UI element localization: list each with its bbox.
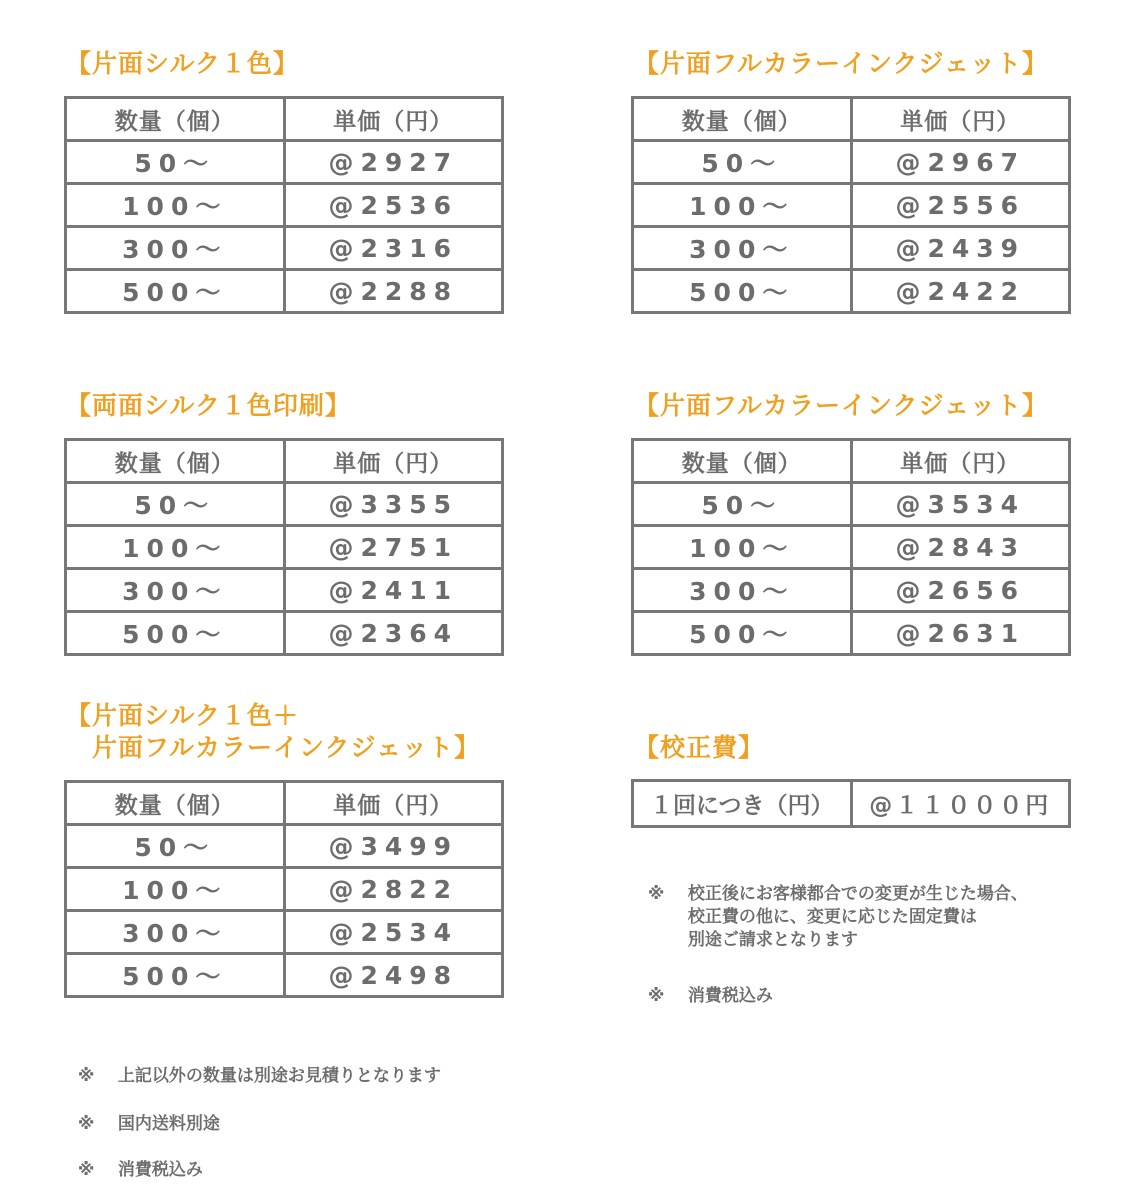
quantity-cell: 300〜 <box>66 569 285 612</box>
quantity-cell: 500〜 <box>633 612 852 655</box>
quantity-cell: 50〜 <box>66 825 285 868</box>
price-cell: @2288 <box>284 270 503 313</box>
quantity-cell: 100〜 <box>66 868 285 911</box>
table-title-single-fullcolor-2: 【片面フルカラーインクジェット】 <box>634 391 1049 420</box>
price-cell: @2967 <box>851 141 1070 184</box>
quantity-cell: 500〜 <box>66 954 285 997</box>
proof-fee-price: @１１０００円 <box>851 781 1070 827</box>
column-header-unit-price: 単価（円） <box>284 98 503 141</box>
price-cell: @2656 <box>851 569 1070 612</box>
price-cell: @3534 <box>851 483 1070 526</box>
proof-fee-table <box>631 779 1071 828</box>
quantity-cell: 50〜 <box>66 483 285 526</box>
price-cell: @2927 <box>284 141 503 184</box>
proof-fee-title: 【校正費】 <box>634 733 765 762</box>
column-header-unit-price: 単価（円） <box>284 782 503 825</box>
price-cell: @3355 <box>284 483 503 526</box>
column-header-unit-price: 単価（円） <box>851 440 1070 483</box>
quantity-cell: 100〜 <box>633 184 852 227</box>
price-cell: @2536 <box>284 184 503 227</box>
quantity-cell: 50〜 <box>633 483 852 526</box>
quantity-cell: 300〜 <box>66 227 285 270</box>
proof-fee-label: １回につき（円） <box>633 781 852 827</box>
price-cell: @2364 <box>284 612 503 655</box>
column-header-unit-price: 単価（円） <box>284 440 503 483</box>
note-mark: ※ <box>647 986 665 1006</box>
price-cell: @2822 <box>284 868 503 911</box>
price-table-single-fullcolor <box>631 96 1071 314</box>
price-table-double-silk <box>64 438 504 656</box>
note-text: 上記以外の数量は別途お見積りとなります <box>117 1066 441 1086</box>
price-cell: @2556 <box>851 184 1070 227</box>
price-cell: @2498 <box>284 954 503 997</box>
note-mark: ※ <box>77 1160 95 1180</box>
column-header-quantity: 数量（個） <box>66 440 285 483</box>
price-cell: @2843 <box>851 526 1070 569</box>
price-cell: @2751 <box>284 526 503 569</box>
column-header-quantity: 数量（個） <box>633 440 852 483</box>
quantity-cell: 50〜 <box>633 141 852 184</box>
table-title-double-silk: 【両面シルク１色印刷】 <box>66 391 351 420</box>
table-title-combo-line2: 片面フルカラーインクジェット】 <box>66 733 481 762</box>
price-cell: @2411 <box>284 569 503 612</box>
note-mark: ※ <box>77 1114 95 1134</box>
price-table-single-silk <box>64 96 504 314</box>
note-text: 消費税込み <box>117 1160 203 1180</box>
table-title-single-fullcolor: 【片面フルカラーインクジェット】 <box>634 49 1049 78</box>
quantity-cell: 50〜 <box>66 141 285 184</box>
column-header-unit-price: 単価（円） <box>851 98 1070 141</box>
column-header-quantity: 数量（個） <box>633 98 852 141</box>
price-table-single-fullcolor-2 <box>631 438 1071 656</box>
note-tax-included-left <box>66 1136 203 1182</box>
price-cell: @2439 <box>851 227 1070 270</box>
note-mark: ※ <box>77 1066 95 1086</box>
price-cell: @2316 <box>284 227 503 270</box>
column-header-quantity: 数量（個） <box>66 98 285 141</box>
quantity-cell: 300〜 <box>633 569 852 612</box>
note-text: 校正後にお客様都合での変更が生じた場合、 校正費の他に、変更に応じた固定費は 別途ご請求となります <box>687 884 1028 950</box>
price-cell: @2631 <box>851 612 1070 655</box>
note-proof-change <box>636 860 1028 952</box>
note-tax-included-right <box>636 962 773 1008</box>
quantity-cell: 100〜 <box>633 526 852 569</box>
price-table-combo <box>64 780 504 998</box>
quantity-cell: 300〜 <box>66 911 285 954</box>
column-header-quantity: 数量（個） <box>66 782 285 825</box>
quantity-cell: 300〜 <box>633 227 852 270</box>
quantity-cell: 500〜 <box>633 270 852 313</box>
quantity-cell: 100〜 <box>66 184 285 227</box>
note-domestic-shipping <box>66 1090 220 1136</box>
price-cell: @2534 <box>284 911 503 954</box>
table-title-combo-line1: 【片面シルク１色＋ <box>66 701 299 730</box>
note-text: 消費税込み <box>687 986 773 1006</box>
quantity-cell: 100〜 <box>66 526 285 569</box>
note-text: 国内送料別途 <box>117 1114 220 1134</box>
note-mark: ※ <box>647 884 665 904</box>
price-cell: @2422 <box>851 270 1070 313</box>
price-cell: @3499 <box>284 825 503 868</box>
table-title-single-silk: 【片面シルク１色】 <box>66 49 299 78</box>
quantity-cell: 500〜 <box>66 612 285 655</box>
note-other-quantities <box>66 1042 441 1088</box>
quantity-cell: 500〜 <box>66 270 285 313</box>
